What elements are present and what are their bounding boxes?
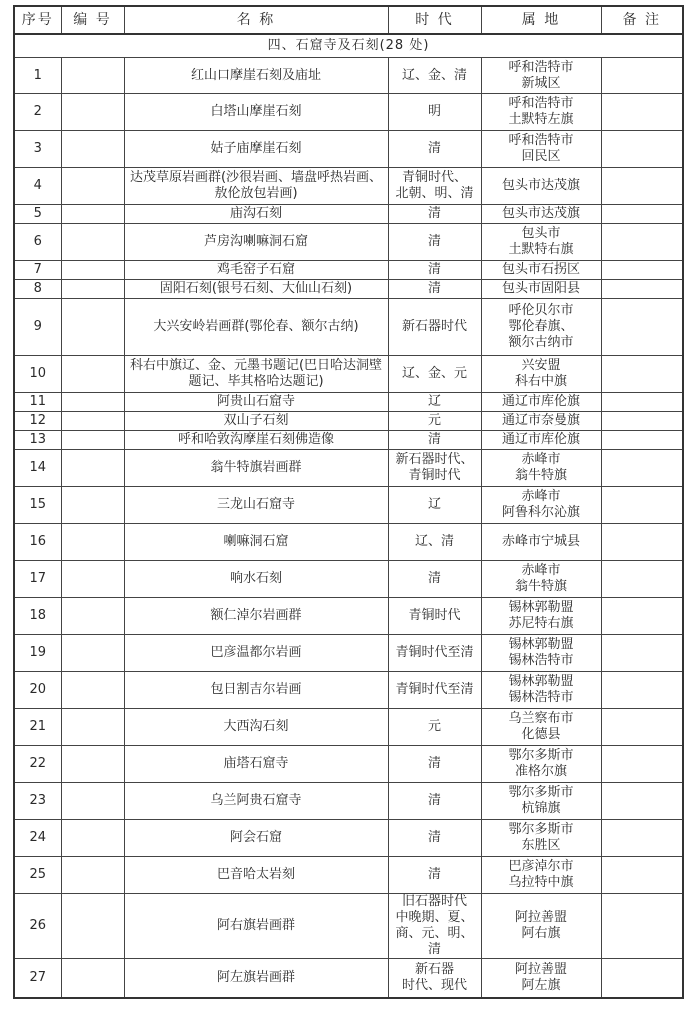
table-row (14, 959, 683, 998)
row-seq-cell: 13 (14, 431, 61, 450)
row-note-cell (601, 672, 683, 709)
table-row (14, 598, 683, 635)
row-place-cell: 赤峰市宁城县 (481, 524, 601, 561)
row-name-cell: 科右中旗辽、金、元墨书题记(巴日哈达洞壁题记、毕其格哈达题记) (124, 356, 388, 393)
row-era-cell: 清 (388, 224, 481, 261)
row-code-cell (61, 894, 124, 959)
row-seq-cell: 22 (14, 746, 61, 783)
row-seq-cell: 25 (14, 857, 61, 894)
table-row (14, 894, 683, 959)
row-seq-cell: 3 (14, 131, 61, 168)
row-era-cell: 清 (388, 783, 481, 820)
row-place-cell: 通辽市库伦旗 (481, 431, 601, 450)
table-row (14, 746, 683, 783)
row-seq-cell: 5 (14, 205, 61, 224)
row-note-cell (601, 280, 683, 299)
col-header-seq: 序号 (14, 6, 61, 34)
row-era-cell: 青铜时代 (388, 598, 481, 635)
row-seq-cell: 26 (14, 894, 61, 959)
row-name-cell: 三龙山石窟寺 (124, 487, 388, 524)
col-header-name: 名 称 (124, 6, 388, 34)
row-seq-cell: 27 (14, 959, 61, 998)
row-note-cell (601, 561, 683, 598)
row-place-cell: 赤峰市 翁牛特旗 (481, 561, 601, 598)
row-era-cell: 辽、金、清 (388, 58, 481, 94)
row-seq-cell: 23 (14, 783, 61, 820)
row-place-cell: 通辽市库伦旗 (481, 393, 601, 412)
row-note-cell (601, 299, 683, 356)
row-name-cell: 巴彦温都尔岩画 (124, 635, 388, 672)
col-header-era: 时 代 (388, 6, 481, 34)
row-seq-cell: 1 (14, 58, 61, 94)
row-era-cell: 元 (388, 709, 481, 746)
row-note-cell (601, 524, 683, 561)
row-code-cell (61, 261, 124, 280)
table-row (14, 431, 683, 450)
row-name-cell: 呼和哈敦沟摩崖石刻佛造像 (124, 431, 388, 450)
row-place-cell: 包头市石拐区 (481, 261, 601, 280)
row-name-cell: 包日割吉尔岩画 (124, 672, 388, 709)
row-code-cell (61, 412, 124, 431)
row-seq-cell: 14 (14, 450, 61, 487)
row-era-cell: 清 (388, 431, 481, 450)
table-row (14, 672, 683, 709)
table-row (14, 561, 683, 598)
table-row (14, 820, 683, 857)
row-place-cell: 赤峰市 阿鲁科尔沁旗 (481, 487, 601, 524)
row-code-cell (61, 450, 124, 487)
row-code-cell (61, 224, 124, 261)
row-seq-cell: 20 (14, 672, 61, 709)
header-row (14, 6, 683, 34)
row-place-cell: 鄂尔多斯市 杭锦旗 (481, 783, 601, 820)
row-era-cell: 青铜时代、 北朝、明、清 (388, 168, 481, 205)
row-place-cell: 阿拉善盟 阿右旗 (481, 894, 601, 959)
row-code-cell (61, 783, 124, 820)
row-name-cell: 达茂草原岩画群(沙很岩画、墙盘呼热岩画、敖伦放包岩画) (124, 168, 388, 205)
row-note-cell (601, 412, 683, 431)
row-era-cell: 清 (388, 280, 481, 299)
table-row (14, 58, 683, 94)
row-name-cell: 阿会石窟 (124, 820, 388, 857)
row-seq-cell: 11 (14, 393, 61, 412)
table-row (14, 94, 683, 131)
row-era-cell: 青铜时代至清 (388, 635, 481, 672)
row-name-cell: 大西沟石刻 (124, 709, 388, 746)
table-row (14, 131, 683, 168)
row-place-cell: 呼和浩特市 新城区 (481, 58, 601, 94)
row-era-cell: 辽 (388, 487, 481, 524)
row-place-cell: 赤峰市 翁牛特旗 (481, 450, 601, 487)
row-place-cell: 锡林郭勒盟 锡林浩特市 (481, 672, 601, 709)
row-note-cell (601, 261, 683, 280)
row-era-cell: 清 (388, 261, 481, 280)
row-era-cell: 新石器时代 (388, 299, 481, 356)
row-place-cell: 巴彦淖尔市 乌拉特中旗 (481, 857, 601, 894)
section-row (14, 34, 683, 58)
row-note-cell (601, 746, 683, 783)
row-code-cell (61, 487, 124, 524)
col-header-place: 属 地 (481, 6, 601, 34)
row-note-cell (601, 431, 683, 450)
row-name-cell: 喇嘛洞石窟 (124, 524, 388, 561)
row-place-cell: 阿拉善盟 阿左旗 (481, 959, 601, 998)
row-seq-cell: 2 (14, 94, 61, 131)
row-era-cell: 新石器 时代、现代 (388, 959, 481, 998)
row-code-cell (61, 598, 124, 635)
table-row (14, 393, 683, 412)
row-place-cell: 兴安盟 科右中旗 (481, 356, 601, 393)
row-era-cell: 清 (388, 820, 481, 857)
row-note-cell (601, 598, 683, 635)
row-place-cell: 锡林郭勒盟 苏尼特右旗 (481, 598, 601, 635)
row-seq-cell: 16 (14, 524, 61, 561)
table-row (14, 299, 683, 356)
row-code-cell (61, 280, 124, 299)
row-seq-cell: 4 (14, 168, 61, 205)
row-era-cell: 清 (388, 746, 481, 783)
table-row (14, 857, 683, 894)
row-era-cell: 青铜时代至清 (388, 672, 481, 709)
row-name-cell: 乌兰阿贵石窟寺 (124, 783, 388, 820)
table-row (14, 635, 683, 672)
row-note-cell (601, 205, 683, 224)
table-row (14, 224, 683, 261)
row-place-cell: 呼和浩特市 土默特左旗 (481, 94, 601, 131)
row-seq-cell: 18 (14, 598, 61, 635)
row-name-cell: 翁牛特旗岩画群 (124, 450, 388, 487)
row-code-cell (61, 356, 124, 393)
row-seq-cell: 24 (14, 820, 61, 857)
register-body (14, 34, 683, 998)
table-row (14, 450, 683, 487)
row-seq-cell: 10 (14, 356, 61, 393)
row-place-cell: 鄂尔多斯市 准格尔旗 (481, 746, 601, 783)
row-era-cell: 旧石器时代 中晚期、夏、 商、元、明、清 (388, 894, 481, 959)
row-era-cell: 清 (388, 561, 481, 598)
row-era-cell: 清 (388, 205, 481, 224)
col-header-code: 编 号 (61, 6, 124, 34)
row-code-cell (61, 709, 124, 746)
row-place-cell: 包头市达茂旗 (481, 168, 601, 205)
row-place-cell: 包头市达茂旗 (481, 205, 601, 224)
row-seq-cell: 21 (14, 709, 61, 746)
row-note-cell (601, 820, 683, 857)
row-note-cell (601, 857, 683, 894)
row-code-cell (61, 131, 124, 168)
row-name-cell: 红山口摩崖石刻及庙址 (124, 58, 388, 94)
table-row (14, 280, 683, 299)
row-era-cell: 清 (388, 131, 481, 168)
row-seq-cell: 7 (14, 261, 61, 280)
table-row (14, 168, 683, 205)
row-code-cell (61, 746, 124, 783)
row-place-cell: 呼伦贝尔市 鄂伦春旗、 额尔古纳市 (481, 299, 601, 356)
row-code-cell (61, 393, 124, 412)
table-row (14, 261, 683, 280)
row-note-cell (601, 959, 683, 998)
row-name-cell: 庙塔石窟寺 (124, 746, 388, 783)
row-code-cell (61, 820, 124, 857)
row-name-cell: 姑子庙摩崖石刻 (124, 131, 388, 168)
row-era-cell: 辽、清 (388, 524, 481, 561)
row-seq-cell: 15 (14, 487, 61, 524)
row-era-cell: 元 (388, 412, 481, 431)
row-era-cell: 辽、金、元 (388, 356, 481, 393)
row-code-cell (61, 299, 124, 356)
row-name-cell: 阿贵山石窟寺 (124, 393, 388, 412)
row-era-cell: 明 (388, 94, 481, 131)
row-name-cell: 响水石刻 (124, 561, 388, 598)
row-code-cell (61, 635, 124, 672)
table-row (14, 783, 683, 820)
table-row (14, 524, 683, 561)
row-name-cell: 额仁淖尔岩画群 (124, 598, 388, 635)
row-code-cell (61, 168, 124, 205)
row-name-cell: 芦房沟喇嘛洞石窟 (124, 224, 388, 261)
row-note-cell (601, 635, 683, 672)
row-code-cell (61, 857, 124, 894)
row-code-cell (61, 94, 124, 131)
row-place-cell: 锡林郭勒盟 锡林浩特市 (481, 635, 601, 672)
row-code-cell (61, 959, 124, 998)
row-note-cell (601, 224, 683, 261)
row-seq-cell: 19 (14, 635, 61, 672)
row-name-cell: 鸡毛窑子石窟 (124, 261, 388, 280)
row-name-cell: 白塔山摩崖石刻 (124, 94, 388, 131)
row-note-cell (601, 168, 683, 205)
row-note-cell (601, 131, 683, 168)
table-row (14, 709, 683, 746)
row-seq-cell: 6 (14, 224, 61, 261)
row-name-cell: 固阳石刻(银号石刻、大仙山石刻) (124, 280, 388, 299)
row-code-cell (61, 524, 124, 561)
row-name-cell: 庙沟石刻 (124, 205, 388, 224)
row-name-cell: 大兴安岭岩画群(鄂伦春、额尔古纳) (124, 299, 388, 356)
row-name-cell: 巴音哈太岩刻 (124, 857, 388, 894)
row-seq-cell: 17 (14, 561, 61, 598)
col-header-note: 备 注 (601, 6, 683, 34)
row-place-cell: 通辽市奈曼旗 (481, 412, 601, 431)
row-code-cell (61, 672, 124, 709)
row-seq-cell: 9 (14, 299, 61, 356)
row-seq-cell: 12 (14, 412, 61, 431)
row-place-cell: 包头市 土默特右旗 (481, 224, 601, 261)
table-row (14, 487, 683, 524)
table-row (14, 412, 683, 431)
row-note-cell (601, 783, 683, 820)
row-place-cell: 包头市固阳县 (481, 280, 601, 299)
table-row (14, 356, 683, 393)
register-table (13, 5, 684, 999)
row-code-cell (61, 561, 124, 598)
row-note-cell (601, 58, 683, 94)
row-code-cell (61, 205, 124, 224)
row-place-cell: 乌兰察布市 化德县 (481, 709, 601, 746)
row-note-cell (601, 94, 683, 131)
row-place-cell: 鄂尔多斯市 东胜区 (481, 820, 601, 857)
row-place-cell: 呼和浩特市 回民区 (481, 131, 601, 168)
row-note-cell (601, 487, 683, 524)
row-code-cell (61, 58, 124, 94)
row-note-cell (601, 450, 683, 487)
row-note-cell (601, 894, 683, 959)
row-seq-cell: 8 (14, 280, 61, 299)
section-title: 四、石窟寺及石刻(28 处) (14, 34, 683, 58)
row-note-cell (601, 709, 683, 746)
row-name-cell: 阿右旗岩画群 (124, 894, 388, 959)
row-code-cell (61, 431, 124, 450)
row-era-cell: 辽 (388, 393, 481, 412)
row-note-cell (601, 393, 683, 412)
row-note-cell (601, 356, 683, 393)
table-row (14, 205, 683, 224)
row-name-cell: 阿左旗岩画群 (124, 959, 388, 998)
row-era-cell: 清 (388, 857, 481, 894)
row-name-cell: 双山子石刻 (124, 412, 388, 431)
row-era-cell: 新石器时代、 青铜时代 (388, 450, 481, 487)
heritage-register (13, 5, 684, 999)
